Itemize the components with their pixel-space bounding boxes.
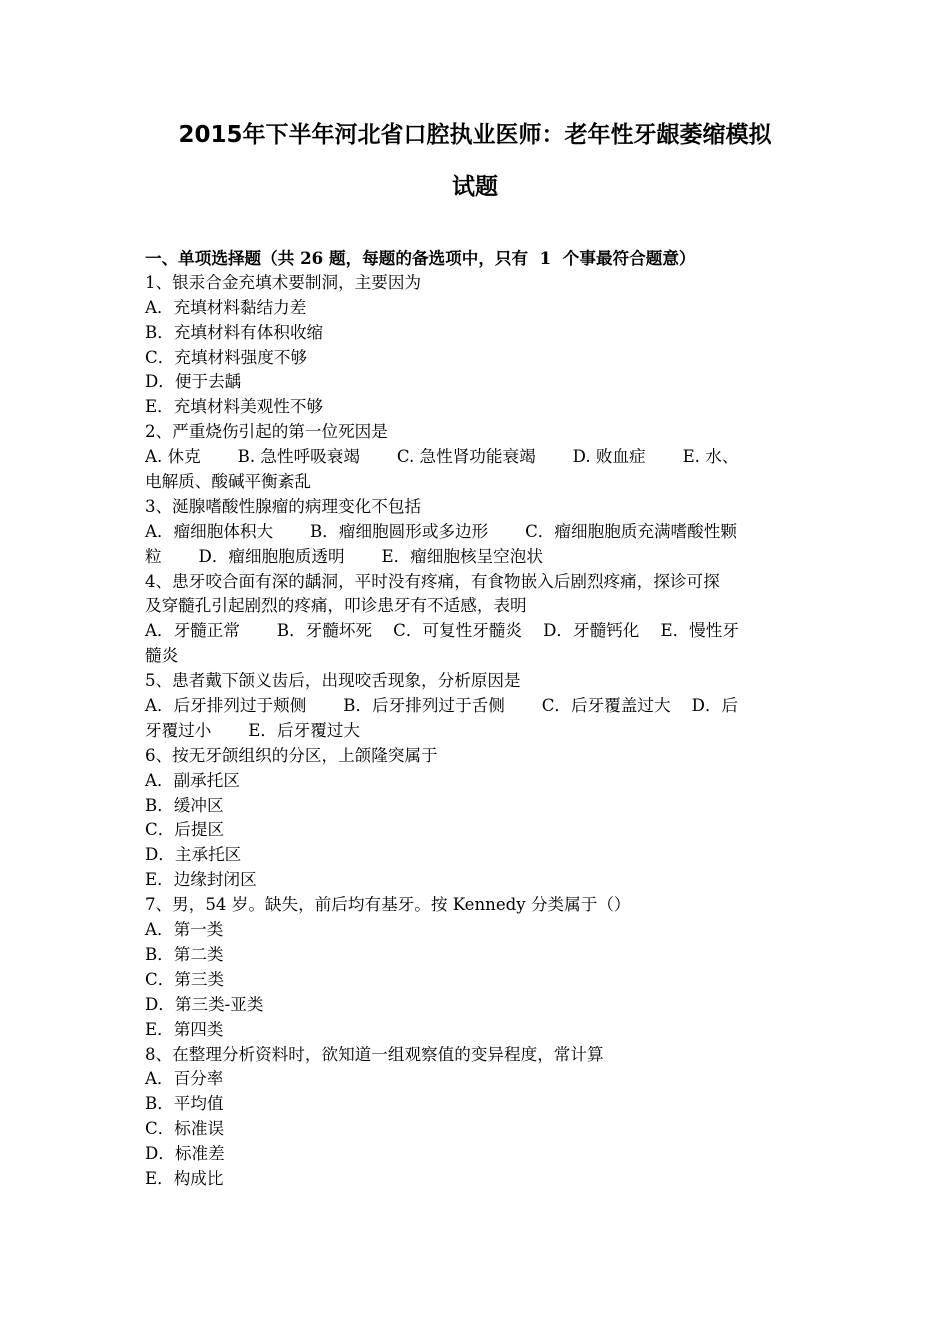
text-line: E．第四类 [145,1019,224,1039]
text-line: C．第三类 [145,969,225,989]
text-line: D．标准差 [145,1144,225,1164]
text-line: A．充填材料黏结力差 [145,297,307,317]
text-line: 1、银汞合金充填术要制洞，主要因为 [145,272,422,292]
text-line: A．副承托区 [145,770,240,790]
text-line: A．百分率 [145,1069,224,1089]
document-title-line-1: 2015年下半年河北省口腔执业医师：老年性牙龈萎缩模拟 [178,122,772,148]
document-title-line-2: 试题 [452,174,498,200]
text-line: C．标准误 [145,1119,225,1139]
text-line: E．构成比 [145,1168,224,1188]
text-line: 2、严重烧伤引起的第一位死因是 [145,422,388,442]
text-line: A．后牙排列过于颊侧 B．后牙排列过于舌侧 C．后牙覆盖过大 D．后 [145,696,739,716]
text-line: 5、患者戴下颌义齿后，出现咬舌现象，分析原因是 [145,671,521,691]
text-line: D．便于去龋 [145,372,242,392]
text-line: C．充填材料强度不够 [145,347,308,367]
text-line: 粒 D．瘤细胞胞质透明 E．瘤细胞核呈空泡状 [145,546,543,566]
text-line: 3、涎腺嗜酸性腺瘤的病理变化不包括 [145,496,422,516]
section-heading: 一、单项选择题（共 26 题，每题的备选项中，只有 1 个事最符合题意） [145,248,696,268]
text-line: 电解质、酸碱平衡紊乱 [145,472,311,492]
text-line: E．充填材料美观性不够 [145,397,324,417]
text-line: 及穿髓孔引起剧烈的疼痛，叩诊患牙有不适感，表明 [145,596,527,616]
text-line: A．第一类 [145,920,224,940]
text-line: B．第二类 [145,944,224,964]
text-line: B．平均值 [145,1094,224,1114]
text-line: 4、患牙咬合面有深的龋洞，平时没有疼痛，有食物嵌入后剧烈疼痛，探诊可探 [145,571,720,591]
text-line: C．后提区 [145,820,225,840]
text-line: D．第三类-亚类 [145,994,264,1014]
text-line: A．瘤细胞体积大 B．瘤细胞圆形或多边形 C．瘤细胞胞质充满嗜酸性颗 [145,521,737,541]
document-body [145,246,810,1192]
text-line: 牙覆过小 E．后牙覆过大 [145,720,360,740]
text-line: A．牙髓正常 B．牙髓坏死 C．可复性牙髓炎 D．牙髓钙化 E．慢性牙 [145,621,739,641]
text-line: 8、在整理分析资料时，欲知道一组观察值的变异程度，常计算 [145,1044,604,1064]
text-line: E．边缘封闭区 [145,870,257,890]
text-line: 髓炎 [145,646,179,666]
text-line: D．主承托区 [145,845,242,865]
text-line: B．缓冲区 [145,795,224,815]
text-line: A. 休克 B. 急性呼吸衰竭 C. 急性肾功能衰竭 D. 败血症 E. 水、 [145,447,739,467]
text-line: B．充填材料有体积收缩 [145,322,324,342]
text-line: 6、按无牙颌组织的分区，上颌隆突属于 [145,745,438,765]
text-line: 7、男，54 岁。缺失，前后均有基牙。按 Kennedy 分类属于（） [145,895,631,915]
